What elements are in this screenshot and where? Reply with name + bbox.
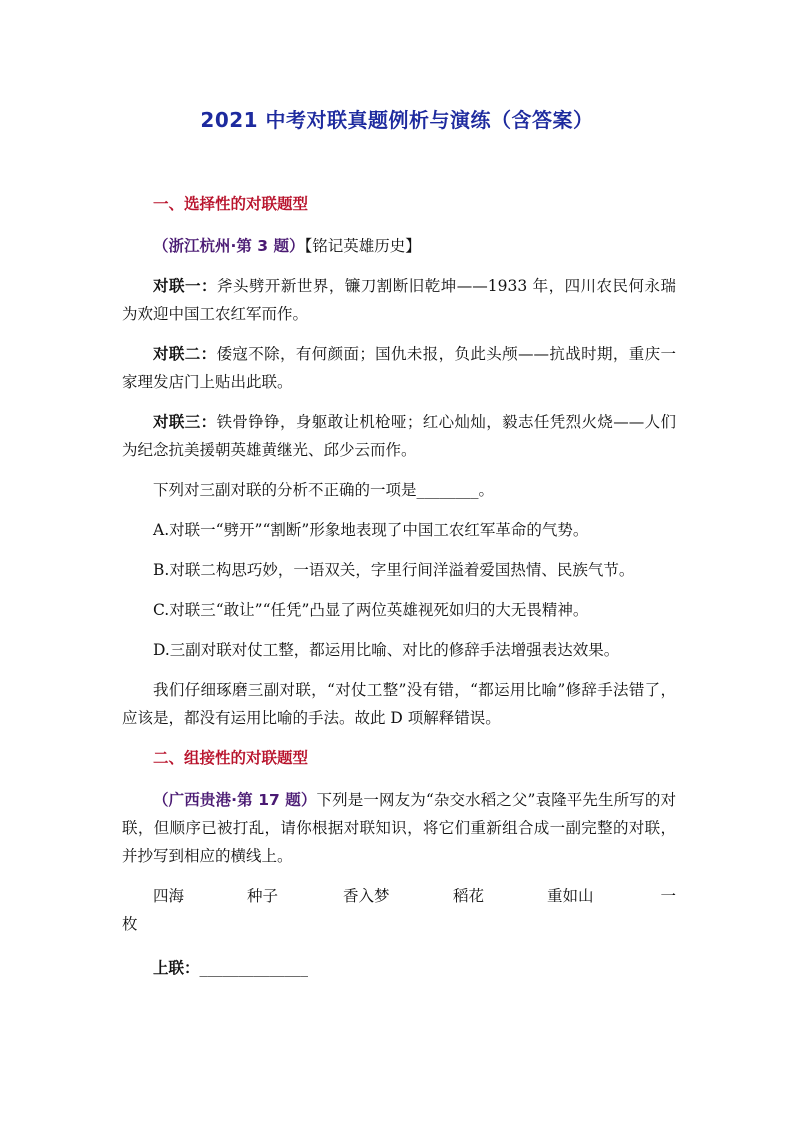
upper-line-answer (122, 954, 676, 982)
question-source-line (122, 232, 676, 260)
document-body (122, 190, 676, 982)
option-d: D.三副对联对仗工整，都运用比喻、对比的修辞手法增强表达效果。 (153, 641, 620, 659)
option-c: C.对联三“敢让”“任凭”凸显了两位英雄视死如归的大无畏精神。 (153, 601, 589, 619)
couplet-three (122, 408, 676, 464)
couplet-two-text: 倭寇不除，有何颜面；国仇未报，负此头颅——抗战时期，重庆一家理发店门上贴出此联。 (122, 345, 676, 391)
word-item: 稻花 (453, 887, 485, 905)
word-item: 四海 (153, 887, 185, 905)
couplet-one-label: 对联一： (153, 277, 217, 295)
word-item: 香入梦 (343, 887, 390, 905)
question-topic: 【铭记英雄历史】 (304, 237, 421, 255)
word-item: 一 (660, 887, 676, 905)
couplet-two-label: 对联二： (153, 345, 217, 363)
upper-line-blank[interactable]: ______________ (199, 959, 309, 977)
question-source: （浙江杭州·第 3 题） (153, 237, 305, 255)
upper-line-label: 上联： (153, 959, 200, 977)
option-a: A.对联一“劈开”“割断”形象地表现了中国工农红军革命的气势。 (153, 521, 589, 539)
document-title: 2021 中考对联真题例析与演练（含答案） (200, 108, 594, 132)
word-bank-continuation: 枚 (122, 915, 138, 933)
option-b: B.对联二构思巧妙，一语双关，字里行间洋溢着爱国热情、民族气节。 (153, 561, 635, 579)
couplet-one-text: 斧头劈开新世界，镰刀割断旧乾坤——1933 年，四川农民何永瑞为欢迎中国工农红军而作。 (122, 277, 676, 323)
couplet-two (122, 340, 676, 396)
section-heading-combination: 二、组接性的对联题型 (153, 749, 309, 767)
combination-source: （广西贵港·第 17 题） (153, 791, 317, 809)
combination-intro-text: 下列是一网友为“杂交水稻之父”袁隆平先生所写的对联，但顺序已被打乱，请你根据对联知识，将它们重新组合成一副完整的对联，并抄写到相应的横线上。 (122, 791, 676, 865)
word-item: 种子 (247, 887, 279, 905)
section-heading-choice: 一、选择性的对联题型 (153, 195, 309, 213)
word-bank (122, 882, 676, 910)
combination-intro (122, 786, 676, 870)
couplet-one (122, 272, 676, 328)
answer-analysis: 我们仔细琢磨三副对联，“对仗工整”没有错，“都运用比喻”修辞手法错了，应该是，都没有运用比喻的手法。故此 D 项解释错误。 (122, 681, 676, 727)
couplet-three-label: 对联三： (153, 413, 217, 431)
question-prompt: 下列对三副对联的分析不正确的一项是________。 (153, 481, 495, 499)
couplet-three-text: 铁骨铮铮，身躯敢让机枪哑；红心灿灿，毅志任凭烈火烧——人们为纪念抗美援朝英雄黄继光、邱少云而作。 (122, 413, 676, 459)
word-item: 重如山 (547, 887, 594, 905)
